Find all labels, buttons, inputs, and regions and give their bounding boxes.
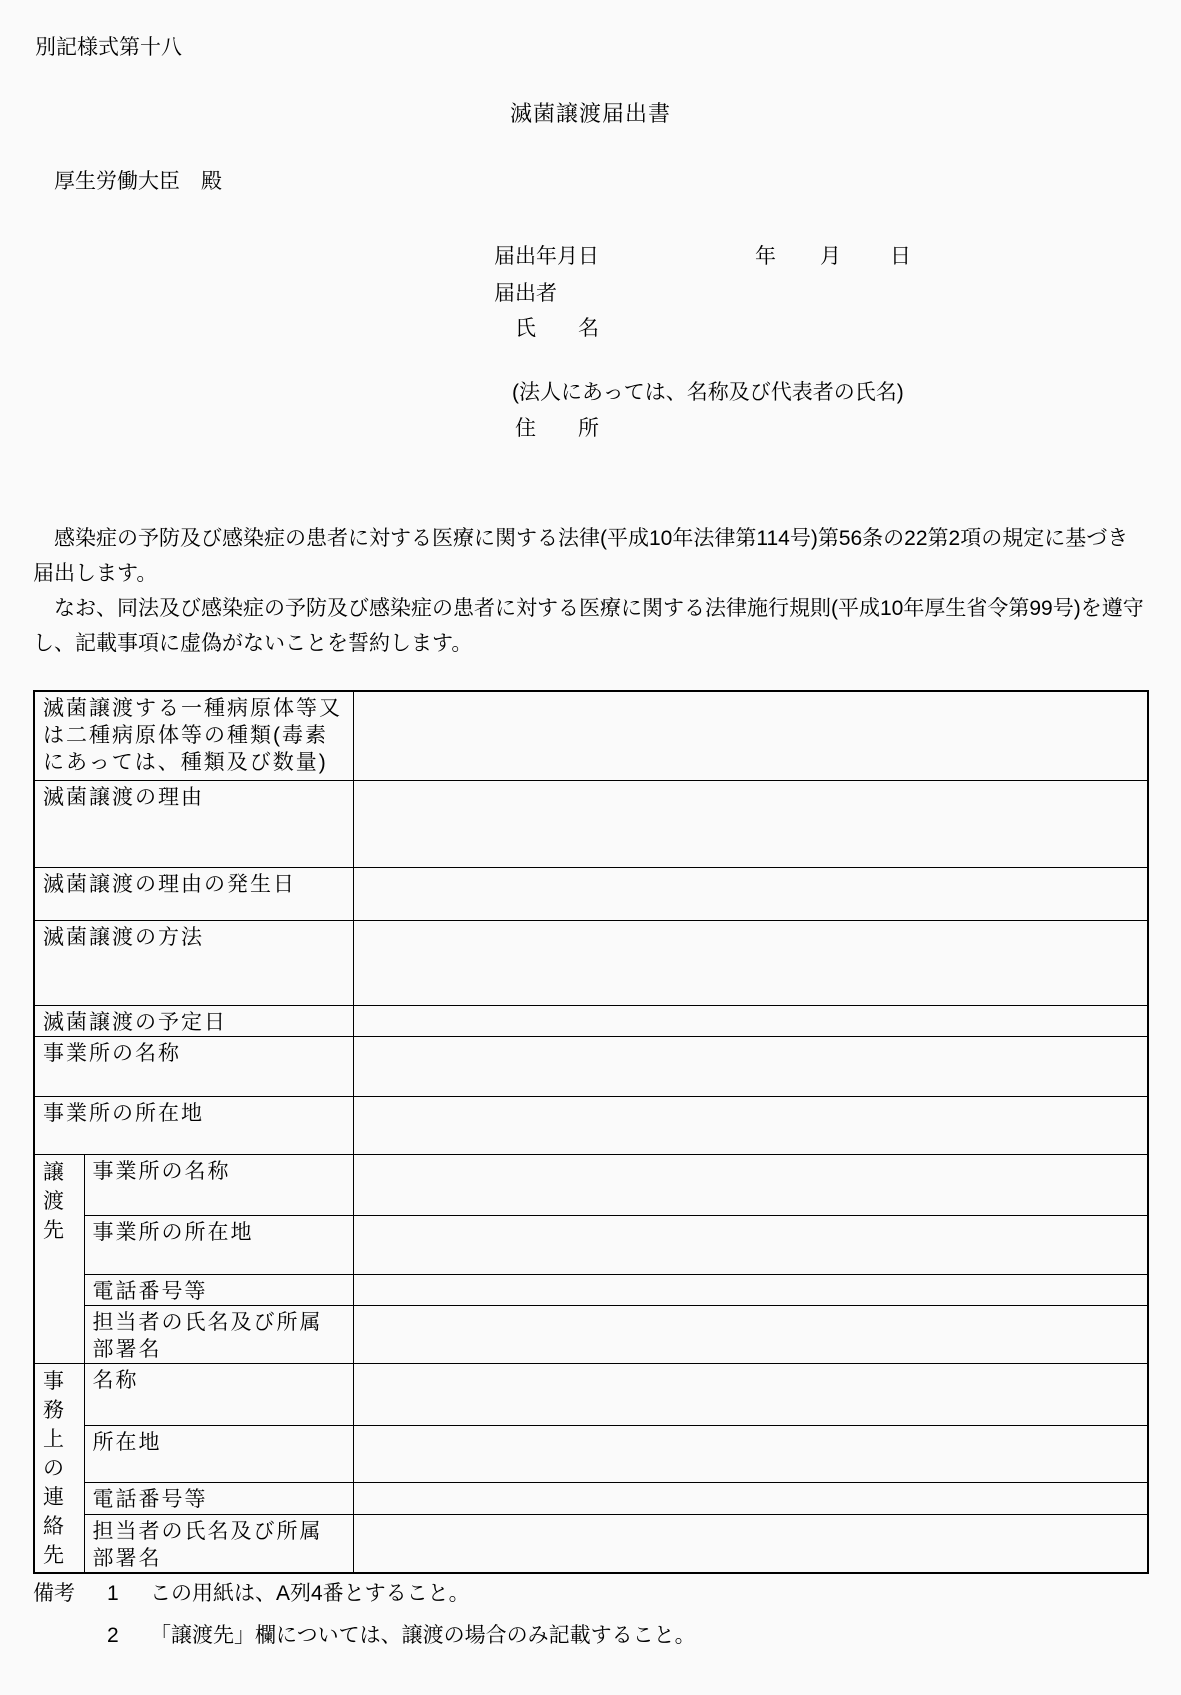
- remarks: [33, 1580, 696, 1664]
- notifier-label: 届出者: [494, 282, 557, 305]
- group-label-administrative-contact: [34, 1363, 84, 1573]
- declaration-paragraph-1: 感染症の予防及び感染症の患者に対する医療に関する法律(平成10年法律第114号)第56条の22第2項の規定に基づき届出します。: [33, 527, 1129, 585]
- row-value-transferee-contact-person: [353, 1305, 1148, 1363]
- row-value-reason-date: [353, 867, 1148, 920]
- row-value-admin-address: [353, 1425, 1148, 1482]
- remark-item: [33, 1622, 696, 1649]
- row-label-pathogen-type: 滅菌譲渡する一種病原体等又は二種病原体等の種類(毒素にあっては、種類及び数量): [34, 691, 353, 780]
- declaration-paragraph-2: なお、同法及び感染症の予防及び感染症の患者に対する医療に関する法律施行規則(平成10年厚生省令第99号)を遵守し、記載事項に虚偽がないことを誓約します。: [33, 597, 1144, 655]
- page-title: 滅菌譲渡届出書: [509, 101, 671, 126]
- row-label-transferee-office-address: 事業所の所在地: [84, 1215, 353, 1274]
- row-value-admin-name: [353, 1363, 1148, 1425]
- row-value-method: [353, 920, 1148, 1005]
- remarks-label: 備考: [33, 1582, 75, 1605]
- day-label: 日: [890, 245, 911, 268]
- month-label: 月: [820, 245, 841, 268]
- notification-date-label: 届出年月日: [494, 245, 599, 268]
- row-value-scheduled-date: [353, 1005, 1148, 1036]
- remark-number: 2: [107, 1624, 119, 1647]
- group-label-transferee: [34, 1154, 84, 1363]
- row-value-transferee-office-address: [353, 1215, 1148, 1274]
- name-label: 氏 名: [515, 317, 599, 340]
- row-value-admin-contact-person: [353, 1514, 1148, 1573]
- row-label-admin-contact-person: 担当者の氏名及び所属部署名: [84, 1514, 353, 1573]
- row-label-admin-name: 名称: [84, 1363, 353, 1425]
- group-label-transferee-text: 譲渡先: [43, 1160, 64, 1242]
- addressee: 厚生労働大臣 殿: [54, 170, 222, 193]
- row-value-transfer-reason: [353, 780, 1148, 867]
- form-table: [33, 690, 1149, 1574]
- row-value-transferee-office-name: [353, 1154, 1148, 1215]
- remark-item: [33, 1580, 696, 1607]
- corporate-note: (法人にあっては、名称及び代表者の氏名): [512, 381, 904, 404]
- row-value-pathogen-type: [353, 691, 1148, 780]
- row-label-transfer-reason: 滅菌譲渡の理由: [34, 780, 353, 867]
- row-value-transferee-phone: [353, 1274, 1148, 1305]
- row-label-office-address: 事業所の所在地: [34, 1096, 353, 1154]
- row-label-transferee-phone: 電話番号等: [84, 1274, 353, 1305]
- declaration-text: [33, 521, 1149, 661]
- row-label-office-name: 事業所の名称: [34, 1036, 353, 1096]
- year-label: 年: [755, 245, 776, 268]
- remark-text: この用紙は、A列4番とすること。: [150, 1582, 470, 1605]
- form-number: 別記様式第十八: [35, 36, 182, 59]
- row-label-transferee-contact-person: 担当者の氏名及び所属部署名: [84, 1305, 353, 1363]
- row-value-office-name: [353, 1036, 1148, 1096]
- row-value-admin-phone: [353, 1482, 1148, 1514]
- remark-number: 1: [107, 1582, 119, 1605]
- address-label: 住 所: [515, 417, 599, 440]
- group-label-administrative-contact-text: 事務上の連絡先: [43, 1369, 64, 1567]
- row-label-admin-phone: 電話番号等: [84, 1482, 353, 1514]
- row-label-admin-address: 所在地: [84, 1425, 353, 1482]
- row-label-method: 滅菌譲渡の方法: [34, 920, 353, 1005]
- row-label-transferee-office-name: 事業所の名称: [84, 1154, 353, 1215]
- row-label-scheduled-date: 滅菌譲渡の予定日: [34, 1005, 353, 1036]
- row-label-reason-date: 滅菌譲渡の理由の発生日: [34, 867, 353, 920]
- remark-text: 「譲渡先」欄については、譲渡の場合のみ記載すること。: [150, 1624, 696, 1647]
- row-value-office-address: [353, 1096, 1148, 1154]
- remarks-label-spacer: [33, 1622, 107, 1649]
